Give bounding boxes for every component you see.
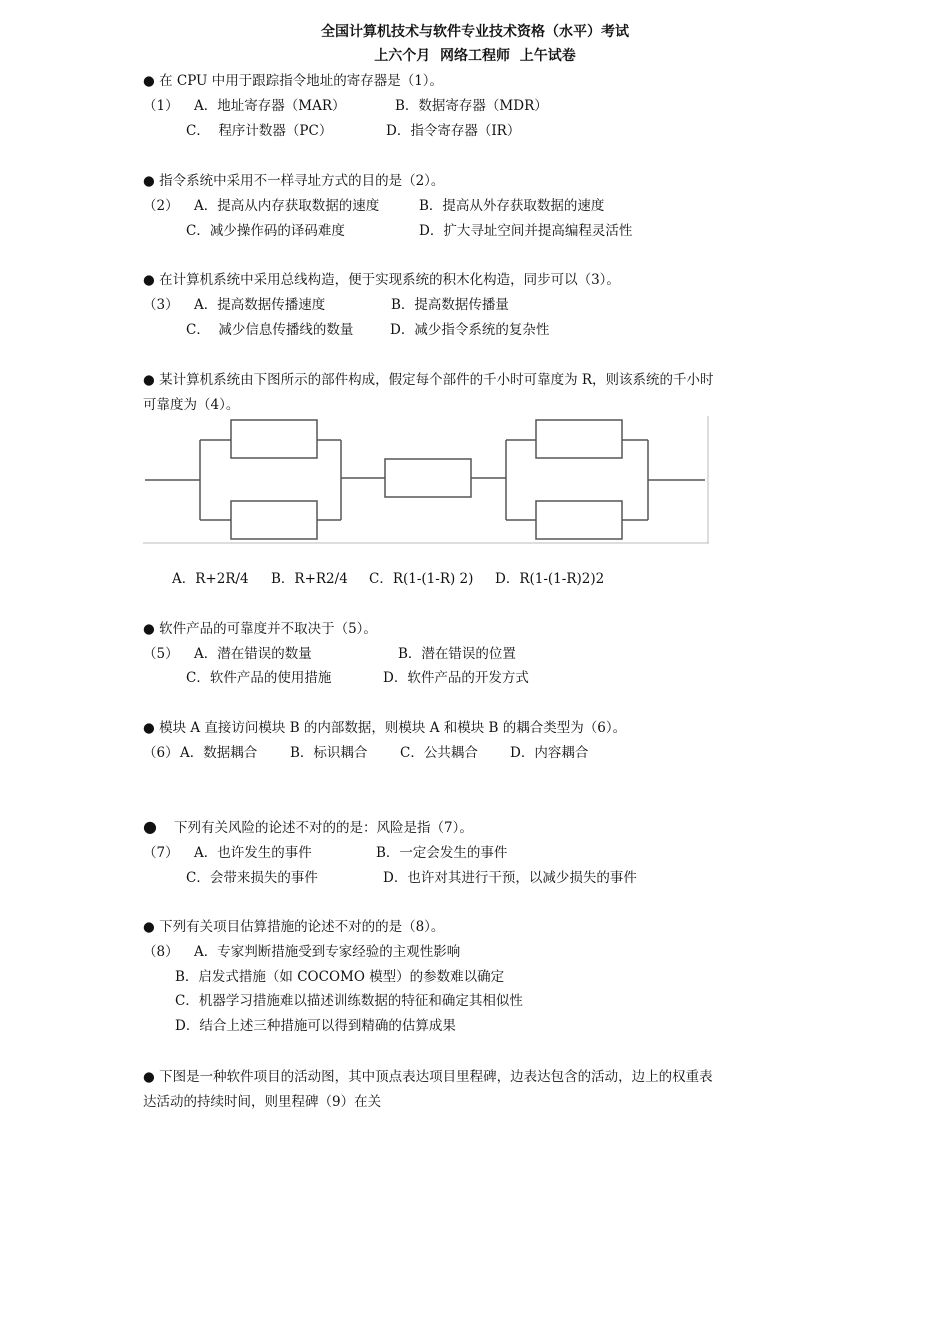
question-7-option-c: C．会带来损失的事件 (186, 870, 318, 886)
question-6-stem: ● 模块 A 直接访问模块 B 的内部数据，则模块 A 和模块 B 的耦合类型为（6）。 (143, 720, 627, 736)
reliability-block-diagram (143, 416, 711, 544)
question-8-option-b: B．启发式措施（如 COCOMO 模型）的参数难以确定 (175, 969, 505, 985)
question-4-option-b: B．R+R2/4 (271, 571, 348, 587)
question-5-option-c: C．软件产品的使用措施 (186, 670, 332, 686)
question-5-stem: ● 软件产品的可靠度并不取决于（5）。 (143, 621, 377, 637)
question-1-option-b: B．数据寄存器（MDR） (395, 98, 548, 114)
question-7-option-a: A．也许发生的事件 (194, 845, 312, 861)
question-3-stem: ● 在计算机系统中采用总线构造，便于实现系统的积木化构造，同步可以（3）。 (143, 272, 620, 288)
question-2-option-d: D．扩大寻址空间并提高编程灵活性 (419, 223, 633, 239)
question-6-number: （6） (143, 745, 179, 761)
exam-title: 全国计算机技术与软件专业技术资格（水平）考试 (321, 24, 629, 40)
component-block-left-bottom (231, 501, 317, 539)
question-8-number: （8） (143, 944, 179, 960)
question-6-option-c: C．公共耦合 (400, 745, 478, 761)
question-2-stem: ● 指令系统中采用不一样寻址方式的目的是（2）。 (143, 173, 445, 189)
question-2-number: （2） (143, 198, 179, 214)
question-4-stem-line2: 可靠度为（4）。 (143, 397, 240, 413)
question-6-option-b: B．标识耦合 (290, 745, 368, 761)
question-3-option-d: D．减少指令系统的复杂性 (390, 322, 550, 338)
question-4-stem-line1: ● 某计算机系统由下图所示的部件构成，假定每个部件的千小时可靠度为 R，则该系统的千小时 (143, 372, 714, 388)
question-5-option-a: A．潜在错误的数量 (194, 646, 312, 662)
question-3-number: （3） (143, 297, 179, 313)
question-8-option-a: A．专家判断措施受到专家经验的主观性影响 (194, 944, 461, 960)
question-8-stem: ● 下列有关项目估算措施的论述不对的的是（8）。 (143, 919, 445, 935)
question-3-option-a: A．提高数据传播速度 (194, 297, 326, 313)
component-block-middle (385, 459, 471, 497)
question-3-option-c: C． 减少信息传播线的数量 (186, 322, 354, 338)
question-3-option-b: B．提高数据传播量 (391, 297, 509, 313)
question-9-stem-line2: 达活动的持续时间，则里程碑（9）在关 (143, 1094, 382, 1110)
question-6-option-d: D．内容耦合 (510, 745, 589, 761)
question-9-stem-line1: ● 下图是一种软件项目的活动图，其中顶点表达项目里程碑，边表达包含的活动，边上的权重表 (143, 1069, 713, 1085)
component-block-right-top (536, 420, 622, 458)
question-7-number: （7） (143, 845, 179, 861)
question-7-bullet: ● (143, 817, 157, 836)
question-5-option-d: D．软件产品的开发方式 (383, 670, 529, 686)
question-2-option-c: C．减少操作码的译码难度 (186, 223, 345, 239)
exam-subtitle: 上六个月 网络工程师 上午试卷 (374, 48, 576, 64)
question-8-option-d: D．结合上述三种措施可以得到精确的估算成果 (175, 1018, 456, 1034)
question-1-option-c: C． 程序计数器（PC） (186, 123, 333, 139)
component-block-left-top (231, 420, 317, 458)
question-1-option-a: A．地址寄存器（MAR） (194, 98, 346, 114)
question-1-stem: ● 在 CPU 中用于跟踪指令地址的寄存器是（1）。 (143, 73, 444, 89)
question-7-stem: 下列有关风险的论述不对的的是：风险是指（7）。 (174, 820, 473, 836)
question-2-option-b: B．提高从外存获取数据的速度 (419, 198, 605, 214)
question-6-option-a: A．数据耦合 (180, 745, 258, 761)
question-1-number: （1） (143, 98, 179, 114)
question-5-option-b: B．潜在错误的位置 (398, 646, 516, 662)
question-7-option-d: D．也许对其进行干预，以减少损失的事件 (383, 870, 637, 886)
question-2-option-a: A．提高从内存获取数据的速度 (194, 198, 380, 214)
question-1-option-d: D．指令寄存器（IR） (386, 123, 521, 139)
question-4-option-c: C．R(1-(1-R) 2) (369, 571, 474, 587)
question-7-option-b: B．一定会发生的事件 (376, 845, 508, 861)
question-5-number: （5） (143, 646, 179, 662)
component-block-right-bottom (536, 501, 622, 539)
question-4-option-a: A．R+2R/4 (172, 571, 249, 587)
question-8-option-c: C．机器学习措施难以描述训练数据的特征和确定其相似性 (175, 993, 523, 1009)
question-4-option-d: D．R(1-(1-R)2)2 (495, 571, 605, 587)
